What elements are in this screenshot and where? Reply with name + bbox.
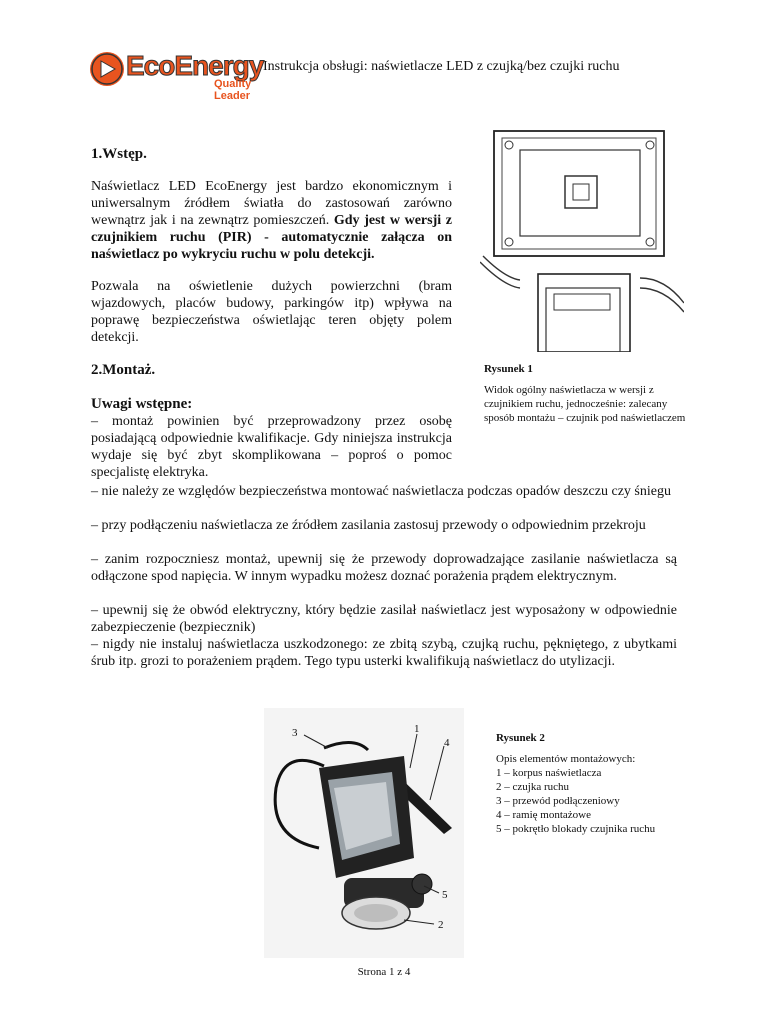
figure2-intro: Opis elementów montażowych: [496, 753, 636, 765]
figure2-image [264, 708, 464, 958]
figure2-item: 3 – przewód podłączeniowy [496, 795, 620, 807]
page-number: Strona 1 z 4 [357, 966, 411, 978]
figure2-title: Rysunek 2 [496, 732, 545, 744]
list-item-6: – nigdy nie instaluj naświetlacza uszkodzonego: ze zbitą szybą, czujką ruchu, pękniętego, z ubytkami śrub itp. grozi to porażeniem prądem. Tego typu usterki kwalifikują naświetlacz do utylizacji. [91, 637, 677, 669]
figure2-item: 2 – czujka ruchu [496, 781, 569, 793]
figure2-label-1: 1 [414, 723, 420, 735]
figure1-caption: Widok ogólny naświetlacza w wersji z czujnikiem ruchu, jednocześnie: zalecany sposób montażu – czujnik pod naświetlaczem [484, 384, 686, 424]
figure2-label-5: 5 [442, 889, 448, 901]
logo-text: EcoEnergy [126, 50, 264, 81]
document-title: Instrukcja obsługi: naświetlacze LED z czujką/bez czujki ruchu [263, 59, 620, 74]
section1-heading: 1.Wstęp. [91, 146, 147, 162]
section1-p1-text: Naświetlacz LED EcoEnergy jest bardzo ekonomicznym i uniwersalnym źródłem światła do zastosowań zarówno wewnątrz jak i na zewnątrz pomieszczeń. [91, 179, 452, 228]
figure2-item: 1 – korpus naświetlacza [496, 767, 602, 779]
ecoenergy-logo [90, 50, 264, 102]
list-item-5: – upewnij się że obwód elektryczny, który będzie zasilał naświetlacz jest wyposażony w odpowiednie zabezpieczenie (bezpiecznik) [91, 603, 677, 635]
figure2-item: 5 – pokrętło blokady czujnika ruchu [496, 823, 656, 835]
section1-p1-bold: Gdy jest w wersji z czujnikiem ruchu (PIR) - automatycznie załącza on naświetlacz po wykryciu ruchu w polu detekcji. [91, 213, 452, 262]
figure2-label-4: 4 [444, 737, 450, 749]
section1-paragraph1 [91, 178, 452, 263]
list-item-2: – nie należy ze względów bezpieczeństwa montować naświetlacza podczas opadów deszczu czy śniegu [91, 484, 671, 499]
figure2-label-2: 2 [438, 919, 444, 931]
figure2-label-3: 3 [292, 727, 298, 739]
list-item-3: – przy podłączeniu naświetlacza ze źródłem zasilania zastosuj przewody o odpowiednim przekroju [91, 518, 646, 533]
list-item-1: – montaż powinien być przeprowadzony przez osobę posiadającą odpowiednie kwalifikacje. Gdy niniejsza instrukcja wydaje się być zbyt skomplikowana – poproś o pomoc specjalistę elektryka. [91, 414, 452, 480]
section1-paragraph2: Pozwala na oświetlenie dużych powierzchni (bram wjazdowych, placów budowy, parkingów itp) wpływa na poprawę bezpieczeństwa oświetlając teren objęty polem detekcji. [91, 279, 452, 345]
section2-subheading: Uwagi wstępne: [91, 396, 193, 412]
section2-heading: 2.Montaż. [91, 362, 156, 378]
figure1-title: Rysunek 1 [484, 363, 533, 375]
logo-subtitle: Quality Leader [214, 78, 252, 102]
figure2-legend [496, 752, 706, 836]
list-item-4: – zanim rozpoczniesz montaż, upewnij się że przewody doprowadzające zasilanie naświetlacza są odłączone spod napięcia. W innym wypadku możesz doznać porażenia prądem elektrycznym. [91, 552, 677, 584]
figure1-image [480, 128, 684, 352]
figure2-item: 4 – ramię montażowe [496, 809, 591, 821]
logo-play-icon [90, 52, 124, 86]
